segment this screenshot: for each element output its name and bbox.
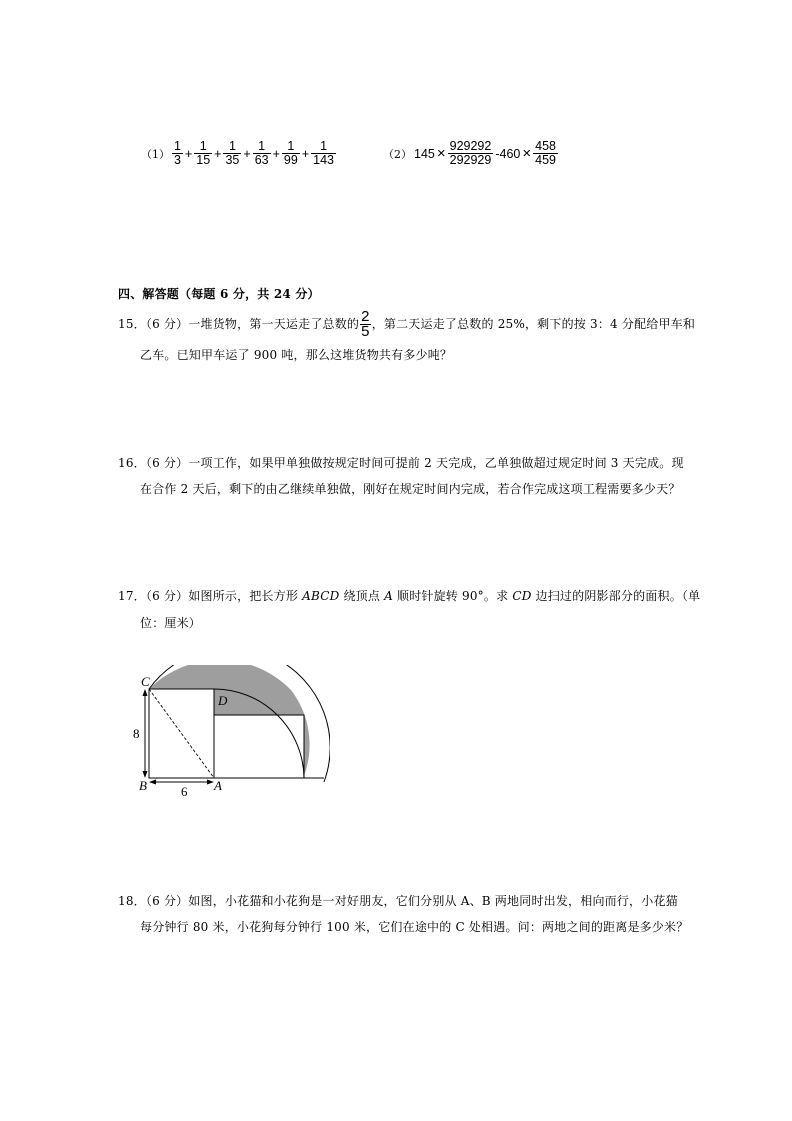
question-score: （6 分） xyxy=(145,894,189,908)
rotation-figure xyxy=(130,665,330,800)
times-sign: × xyxy=(436,145,446,162)
fraction: $\frac{1}{99}$ xyxy=(283,139,298,167)
arrow-head-icon xyxy=(143,689,148,696)
question-18-line-2: 每分钟行 80 米，小花狗每分钟行 100 米，它们在途中的 C 处相遇。问：两地之间的距离是多少米？ xyxy=(140,920,689,934)
fraction: $\frac{2}{5}$ xyxy=(361,308,370,340)
question-17-line-1: 17．（6 分）如图所示，把长方形 ABCD 绕顶点 A 顺时针旋转 90°。求 CD 边扫过的阴影部分的面积。（单 xyxy=(118,589,701,603)
question-16-line-1: 16．（6 分）一项工作，如果甲单独做按规定时间可提前 2 天完成，乙单独做超过规定时间 3 天完成。现 xyxy=(118,456,684,470)
label-b: B xyxy=(139,778,147,793)
calc-problem-2-label: （2） xyxy=(383,147,412,161)
rotated-rectangle xyxy=(214,715,304,778)
question-score: （6 分） xyxy=(145,589,189,603)
times-sign: × xyxy=(522,145,532,162)
shaded-region xyxy=(149,665,310,776)
fraction: $\frac{1}{3}$ xyxy=(174,139,181,167)
calc-problem-1 xyxy=(140,140,337,167)
plus-sign: + xyxy=(243,146,251,161)
calc-problem-1-label: （1） xyxy=(141,147,170,161)
question-15-line-1: 15．（6 分）一堆货物，第一天运走了总数的 $\frac{2}{5}$ ，第二天运走了总数的 25%，剩下的按 3：4 分配给甲车和 xyxy=(118,308,696,340)
arrow-head-icon xyxy=(149,780,156,785)
fraction: $\frac{1}{35}$ xyxy=(225,139,240,167)
fraction: $\frac{1}{143}$ xyxy=(313,139,334,167)
plus-sign: + xyxy=(184,146,193,161)
question-score: （6 分） xyxy=(145,317,189,331)
question-number: 18． xyxy=(118,894,146,908)
plus-sign: + xyxy=(301,146,310,161)
question-score: （6 分） xyxy=(145,456,189,470)
height-label: 8 xyxy=(133,726,140,741)
question-17-line-2: 位：厘米） xyxy=(140,616,202,630)
width-label: 6 xyxy=(181,784,188,799)
diagonal-ac xyxy=(149,689,214,778)
arrow-head-icon xyxy=(207,780,214,785)
plus-sign: + xyxy=(214,146,222,161)
question-18-line-1: 18．（6 分）如图，小花猫和小花狗是一对好朋友，它们分别从 A、B 两地同时出发，相向而行，小花猫 xyxy=(118,894,678,908)
fraction: $\frac{929292}{292929}$ xyxy=(449,139,492,167)
question-number: 15． xyxy=(118,317,146,331)
question-16-line-2: 在合作 2 天后，剩下的由乙继续单独做，刚好在规定时间内完成，若合作完成这项工程需要多少天？ xyxy=(140,482,681,496)
fraction: $\frac{458}{459}$ xyxy=(535,139,556,167)
fraction: $\frac{1}{63}$ xyxy=(254,139,269,167)
fraction: $\frac{1}{15}$ xyxy=(196,139,211,167)
question-15-line-2: 乙车。已知甲车运了 900 吨，那么这堆货物共有多少吨？ xyxy=(140,348,453,362)
label-a: A xyxy=(214,778,222,793)
plus-sign: + xyxy=(272,146,280,161)
question-number: 16． xyxy=(118,456,146,470)
calc-problem-2: （2） 145 × $\frac{929292}{292929}$ -460 × $\frac{458}{459}$ xyxy=(383,139,556,167)
section-title: 四、解答题（每题 6 分，共 24 分） xyxy=(118,287,320,301)
question-number: 17． xyxy=(118,589,146,603)
arrow-head-icon xyxy=(143,771,148,778)
label-c: C xyxy=(141,674,150,689)
label-d: D xyxy=(218,693,228,708)
